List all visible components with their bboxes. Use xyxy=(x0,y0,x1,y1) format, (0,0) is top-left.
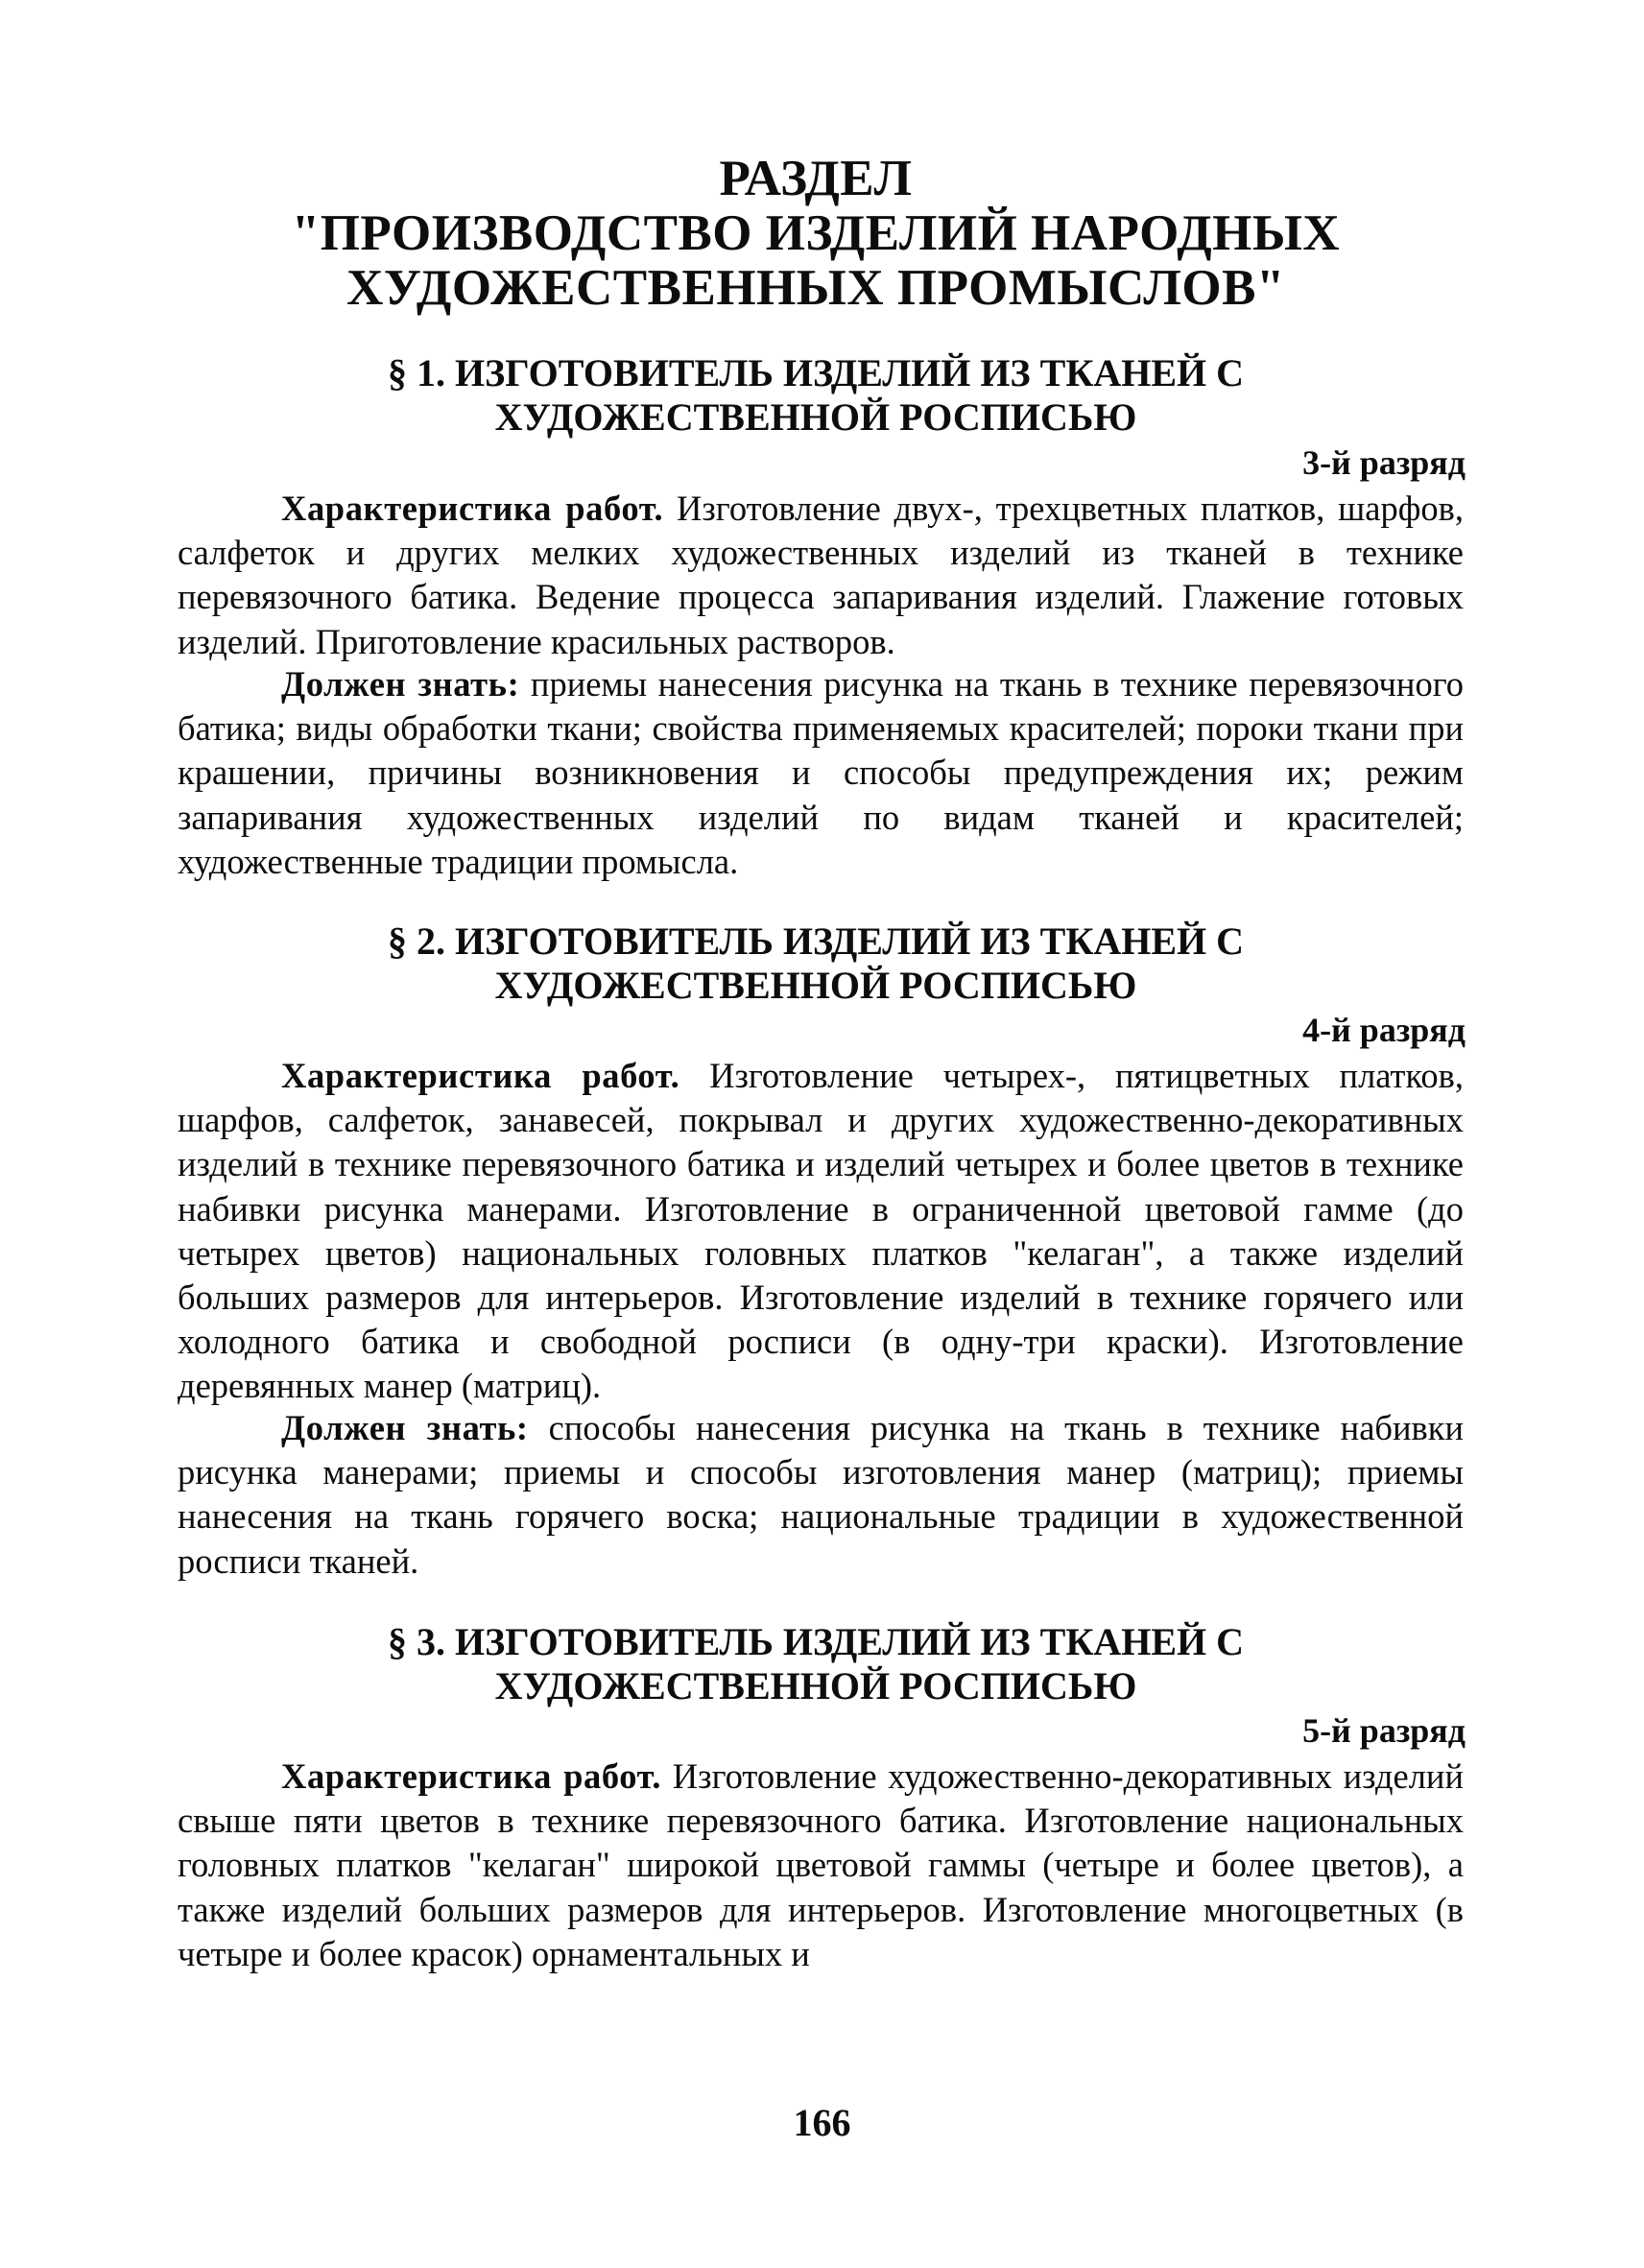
paragraph-2-heading-line-2: ХУДОЖЕСТВЕННОЙ РОСПИСЬЮ xyxy=(494,964,1137,1007)
paragraph-3-heading-line-2: ХУДОЖЕСТВЕННОЙ РОСПИСЬЮ xyxy=(494,1664,1137,1707)
paragraph-3-grade: 5-й разряд xyxy=(1302,1711,1465,1750)
paragraph-2-heading xyxy=(173,919,1459,1008)
paragraph-2-work-description xyxy=(178,1054,1464,1409)
page-number: 166 xyxy=(793,2101,851,2144)
paragraph-3-work-description xyxy=(178,1755,1464,1976)
paragraph-1-work-description xyxy=(178,487,1464,664)
paragraph-1-know-label: Должен знать: xyxy=(281,664,520,704)
paragraph-3-heading-line-1: § 3. ИЗГОТОВИТЕЛЬ ИЗДЕЛИЙ ИЗ ТКАНЕЙ С xyxy=(387,1620,1244,1663)
paragraph-2-work-label: Характеристика работ. xyxy=(281,1056,680,1095)
section-title xyxy=(173,152,1459,316)
section-title-line-1: РАЗДЕЛ xyxy=(719,151,913,206)
paragraph-3-work-label: Характеристика работ. xyxy=(281,1756,662,1796)
paragraph-2-work-text: Изготовление четырех-, пятицветных платков, шарфов, салфеток, занавесей, покрывал и других художественно-декоративных изделий в технике перевязочного батика и изделий четырех и более цветов в технике набивки рисунка манерами. Изготовление в ограниченной цветовой гамме (до четырех цветов) национальных головных платков "келаган", а также изделий больших размеров для интерьеров. Изготовление изделий в технике горячего или холодного батика и свободной росписи (в одну-три краски). Изготовление деревянных манер (матриц). xyxy=(178,1056,1464,1406)
paragraph-3-heading xyxy=(173,1620,1459,1708)
paragraph-1-knowledge xyxy=(178,662,1464,884)
paragraph-2-grade: 4-й разряд xyxy=(1302,1011,1465,1049)
paragraph-1-work-label: Характеристика работ. xyxy=(281,489,664,528)
paragraph-1-heading-line-2: ХУДОЖЕСТВЕННОЙ РОСПИСЬЮ xyxy=(494,395,1137,439)
paragraph-2-know-text: способы нанесения рисунка на ткань в технике набивки рисунка манерами; приемы и способы изготовления манер (матриц); приемы нанесения на ткань горячего воска; национальные традиции в художественной росписи тканей. xyxy=(178,1408,1465,1581)
paragraph-1-know-text: приемы нанесения рисунка на ткань в технике перевязочного батика; виды обработки ткани; свойства применяемых красителей; пороки ткани при крашении, причины возникновения и способы предупреждения их; режим запаривания художественных изделий по видам тканей и красителей; художественные традиции промысла. xyxy=(178,664,1465,881)
paragraph-2-know-label: Должен знать: xyxy=(281,1408,529,1447)
paragraph-1-heading xyxy=(173,351,1459,440)
section-title-line-3: ХУДОЖЕСТВЕННЫХ ПРОМЫСЛОВ" xyxy=(346,260,1285,316)
section-title-line-2: "ПРОИЗВОДСТВО ИЗДЕЛИЙ НАРОДНЫХ xyxy=(291,205,1341,261)
paragraph-2-heading-line-1: § 2. ИЗГОТОВИТЕЛЬ ИЗДЕЛИЙ ИЗ ТКАНЕЙ С xyxy=(387,919,1244,963)
paragraph-3-work-text: Изготовление художественно-декоративных изделий свыше пяти цветов в технике перевязочного батика. Изготовление национальных головных платков "келаган" широкой цветовой гаммы (четыре и более цветов), а также изделий больших размеров для интерьеров. Изготовление многоцветных (в четыре и более красок) орнаментальных и xyxy=(178,1756,1464,1973)
paragraph-2-knowledge xyxy=(178,1406,1464,1584)
paragraph-1-work-text: Изготовление двух-, трехцветных платков, шарфов, салфеток и других мелких художественных изделий из тканей в технике перевязочного батика. Ведение процесса запаривания изделий. Глажение готовых изделий. Приготовление красильных растворов. xyxy=(178,489,1464,661)
paragraph-1-grade: 3-й разряд xyxy=(1302,443,1465,482)
paragraph-1-heading-line-1: § 1. ИЗГОТОВИТЕЛЬ ИЗДЕЛИЙ ИЗ ТКАНЕЙ С xyxy=(387,351,1244,394)
